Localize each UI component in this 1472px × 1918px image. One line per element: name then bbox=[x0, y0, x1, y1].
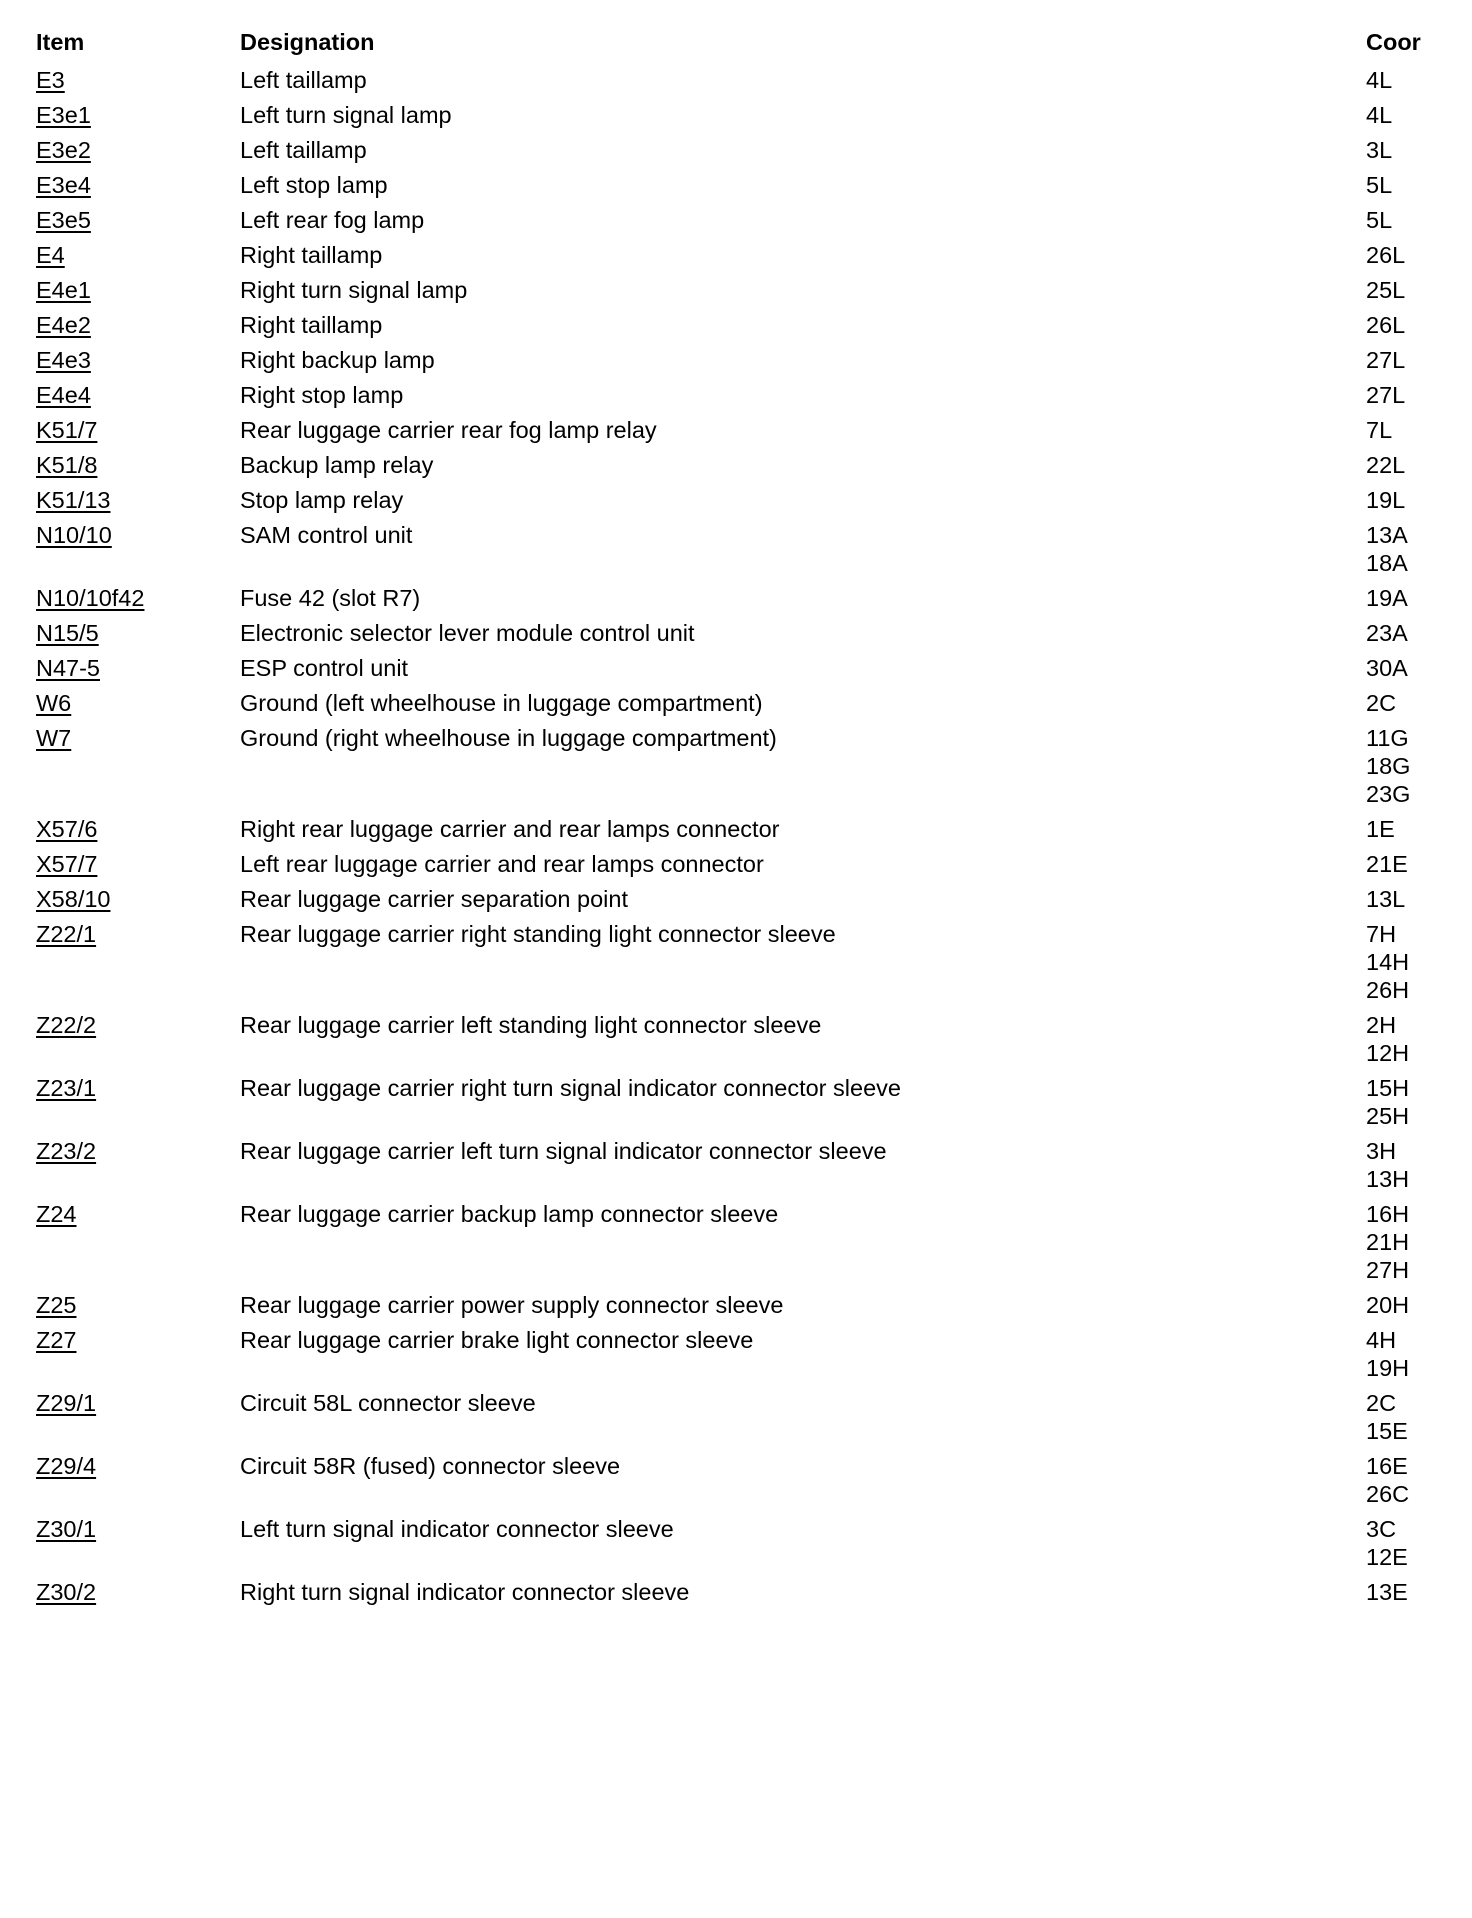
item-link[interactable]: Z29/1 bbox=[36, 1390, 97, 1416]
table-row bbox=[36, 846, 1472, 881]
item-link[interactable]: E4e2 bbox=[36, 312, 91, 338]
item-cell bbox=[36, 346, 240, 374]
item-cell bbox=[36, 416, 240, 444]
table-row bbox=[36, 412, 1472, 447]
coordinates-cell: 16E 26C bbox=[1366, 1453, 1410, 1507]
item-cell bbox=[36, 521, 240, 577]
item-link[interactable]: Z30/1 bbox=[36, 1516, 97, 1542]
item-link[interactable]: Z23/2 bbox=[36, 1138, 97, 1164]
coordinates-cell: 15H 25H bbox=[1366, 1075, 1410, 1129]
item-link[interactable]: E3 bbox=[36, 67, 65, 93]
item-link[interactable]: E3e5 bbox=[36, 207, 91, 233]
designation-cell: Rear luggage carrier right standing light connector sleeve bbox=[240, 921, 836, 947]
designation-cell: Right stop lamp bbox=[240, 382, 404, 408]
table-row bbox=[36, 482, 1472, 517]
item-cell bbox=[36, 381, 240, 409]
item-cell bbox=[36, 920, 240, 1004]
coordinates-cell: 1E bbox=[1366, 816, 1395, 842]
designation-cell: Rear luggage carrier separation point bbox=[240, 886, 628, 912]
item-cell bbox=[36, 101, 240, 129]
designation-cell: Right turn signal indicator connector sleeve bbox=[240, 1579, 690, 1605]
designation-cell: Right taillamp bbox=[240, 312, 383, 338]
table-row bbox=[36, 1448, 1472, 1511]
coordinates-cell: 3C 12E bbox=[1366, 1516, 1408, 1570]
item-cell bbox=[36, 850, 240, 878]
designation-cell: Rear luggage carrier brake light connector sleeve bbox=[240, 1327, 754, 1353]
item-cell bbox=[36, 206, 240, 234]
item-cell bbox=[36, 1515, 240, 1571]
table-row bbox=[36, 167, 1472, 202]
item-cell bbox=[36, 66, 240, 94]
coordinates-cell: 2H 12H bbox=[1366, 1012, 1410, 1066]
coordinates-cell: 23A bbox=[1366, 620, 1408, 646]
item-link[interactable]: Z24 bbox=[36, 1201, 77, 1227]
item-link[interactable]: E4e3 bbox=[36, 347, 91, 373]
coordinates-cell: 3L bbox=[1366, 137, 1393, 163]
table-row bbox=[36, 1070, 1472, 1133]
item-cell bbox=[36, 1137, 240, 1193]
table-row bbox=[36, 1287, 1472, 1322]
designation-cell: Circuit 58R (fused) connector sleeve bbox=[240, 1453, 621, 1479]
table-row bbox=[36, 202, 1472, 237]
coordinates-cell: 7H 14H 26H bbox=[1366, 921, 1410, 1003]
item-cell bbox=[36, 689, 240, 717]
coordinates-cell: 27L bbox=[1366, 382, 1406, 408]
table-row bbox=[36, 62, 1472, 97]
table-row bbox=[36, 342, 1472, 377]
table-row bbox=[36, 615, 1472, 650]
table-row bbox=[36, 1196, 1472, 1287]
item-cell bbox=[36, 1291, 240, 1319]
item-link[interactable]: E4e1 bbox=[36, 277, 91, 303]
designation-cell: Left turn signal indicator connector sleeve bbox=[240, 1516, 674, 1542]
table-row bbox=[36, 517, 1472, 580]
table-row bbox=[36, 447, 1472, 482]
table-row bbox=[36, 881, 1472, 916]
coordinates-cell: 30A bbox=[1366, 655, 1408, 681]
item-link[interactable]: E4 bbox=[36, 242, 65, 268]
table-row bbox=[36, 1511, 1472, 1574]
designation-cell: Rear luggage carrier right turn signal indicator connector sleeve bbox=[240, 1075, 901, 1101]
coordinates-cell: 3H 13H bbox=[1366, 1138, 1410, 1192]
item-cell bbox=[36, 1389, 240, 1445]
item-cell bbox=[36, 1326, 240, 1382]
table-row bbox=[36, 580, 1472, 615]
coordinates-cell: 4L bbox=[1366, 67, 1393, 93]
item-cell bbox=[36, 1200, 240, 1284]
item-link[interactable]: Z30/2 bbox=[36, 1579, 97, 1605]
designation-cell: Ground (left wheelhouse in luggage compartment) bbox=[240, 690, 763, 716]
item-link[interactable]: X57/7 bbox=[36, 851, 98, 877]
item-cell bbox=[36, 654, 240, 682]
item-link[interactable]: E3e2 bbox=[36, 137, 91, 163]
item-link[interactable]: Z22/1 bbox=[36, 921, 97, 947]
component-table bbox=[36, 28, 1472, 1609]
designation-cell: Left stop lamp bbox=[240, 172, 388, 198]
item-cell bbox=[36, 276, 240, 304]
item-link[interactable]: K51/7 bbox=[36, 417, 98, 443]
item-cell bbox=[36, 619, 240, 647]
designation-cell: Circuit 58L connector sleeve bbox=[240, 1390, 536, 1416]
table-row bbox=[36, 650, 1472, 685]
designation-cell: SAM control unit bbox=[240, 522, 413, 548]
coordinates-cell: 22L bbox=[1366, 452, 1406, 478]
item-cell bbox=[36, 724, 240, 808]
item-cell bbox=[36, 1578, 240, 1606]
table-row bbox=[36, 307, 1472, 342]
table-row bbox=[36, 1385, 1472, 1448]
coordinates-cell: 11G 18G 23G bbox=[1366, 725, 1411, 807]
item-cell bbox=[36, 885, 240, 913]
item-link[interactable]: Z25 bbox=[36, 1292, 77, 1318]
coordinates-cell: 26L bbox=[1366, 312, 1406, 338]
table-row bbox=[36, 1007, 1472, 1070]
designation-cell: Rear luggage carrier power supply connector sleeve bbox=[240, 1292, 784, 1318]
item-cell bbox=[36, 311, 240, 339]
coordinates-cell: 2C 15E bbox=[1366, 1390, 1408, 1444]
coordinates-cell: 19L bbox=[1366, 487, 1406, 513]
column-header-coordinates: Coor bbox=[1366, 29, 1421, 55]
item-link[interactable]: N10/10f42 bbox=[36, 585, 145, 611]
table-row bbox=[36, 237, 1472, 272]
item-cell bbox=[36, 451, 240, 479]
designation-cell: Right rear luggage carrier and rear lamps connector bbox=[240, 816, 780, 842]
item-link[interactable]: N10/10 bbox=[36, 522, 112, 548]
coordinates-cell: 7L bbox=[1366, 417, 1393, 443]
table-row bbox=[36, 1574, 1472, 1609]
table-row bbox=[36, 1133, 1472, 1196]
column-header-item: Item bbox=[36, 29, 85, 55]
designation-cell: Rear luggage carrier backup lamp connector sleeve bbox=[240, 1201, 779, 1227]
designation-cell: Left taillamp bbox=[240, 137, 367, 163]
designation-cell: Electronic selector lever module control unit bbox=[240, 620, 695, 646]
item-link[interactable]: Z22/2 bbox=[36, 1012, 97, 1038]
coordinates-cell: 2C bbox=[1366, 690, 1397, 716]
item-link[interactable]: X58/10 bbox=[36, 886, 111, 912]
item-link[interactable]: Z27 bbox=[36, 1327, 77, 1353]
designation-cell: Rear luggage carrier left standing light connector sleeve bbox=[240, 1012, 822, 1038]
item-cell bbox=[36, 486, 240, 514]
item-link[interactable]: Z29/4 bbox=[36, 1453, 97, 1479]
table-row bbox=[36, 1322, 1472, 1385]
column-header-designation: Designation bbox=[240, 29, 375, 55]
table-row bbox=[36, 132, 1472, 167]
coordinates-cell: 4H 19H bbox=[1366, 1327, 1410, 1381]
designation-cell: ESP control unit bbox=[240, 655, 409, 681]
designation-cell: Left rear fog lamp bbox=[240, 207, 425, 233]
designation-cell: Ground (right wheelhouse in luggage compartment) bbox=[240, 725, 777, 751]
item-link[interactable]: E3e1 bbox=[36, 102, 91, 128]
table-row bbox=[36, 272, 1472, 307]
item-cell bbox=[36, 1011, 240, 1067]
item-link[interactable]: E4e4 bbox=[36, 382, 91, 408]
designation-cell: Left turn signal lamp bbox=[240, 102, 452, 128]
coordinates-cell: 26L bbox=[1366, 242, 1406, 268]
item-cell bbox=[36, 1452, 240, 1508]
designation-cell: Fuse 42 (slot R7) bbox=[240, 585, 421, 611]
item-cell bbox=[36, 171, 240, 199]
designation-cell: Rear luggage carrier left turn signal indicator connector sleeve bbox=[240, 1138, 887, 1164]
designation-cell: Left taillamp bbox=[240, 67, 367, 93]
coordinates-cell: 20H bbox=[1366, 1292, 1410, 1318]
designation-cell: Rear luggage carrier rear fog lamp relay bbox=[240, 417, 657, 443]
table-row bbox=[36, 685, 1472, 720]
item-link[interactable]: K51/8 bbox=[36, 452, 98, 478]
coordinates-cell: 16H 21H 27H bbox=[1366, 1201, 1410, 1283]
table-row bbox=[36, 720, 1472, 811]
table-row bbox=[36, 97, 1472, 132]
designation-cell: Right backup lamp bbox=[240, 347, 435, 373]
item-link[interactable]: N15/5 bbox=[36, 620, 99, 646]
coordinates-cell: 13A 18A bbox=[1366, 522, 1408, 576]
item-cell bbox=[36, 136, 240, 164]
item-cell bbox=[36, 815, 240, 843]
table-header bbox=[36, 28, 1472, 62]
item-link[interactable]: Z23/1 bbox=[36, 1075, 97, 1101]
table-row bbox=[36, 811, 1472, 846]
item-link[interactable]: K51/13 bbox=[36, 487, 111, 513]
table-row bbox=[36, 916, 1472, 1007]
coordinates-cell: 21E bbox=[1366, 851, 1408, 877]
coordinates-cell: 4L bbox=[1366, 102, 1393, 128]
designation-cell: Right taillamp bbox=[240, 242, 383, 268]
coordinates-cell: 13L bbox=[1366, 886, 1406, 912]
coordinates-cell: 5L bbox=[1366, 172, 1393, 198]
item-link[interactable]: N47-5 bbox=[36, 655, 101, 681]
item-link[interactable]: W6 bbox=[36, 690, 72, 716]
coordinates-cell: 5L bbox=[1366, 207, 1393, 233]
designation-cell: Right turn signal lamp bbox=[240, 277, 468, 303]
item-cell bbox=[36, 241, 240, 269]
item-cell bbox=[36, 1074, 240, 1130]
table-row bbox=[36, 377, 1472, 412]
coordinates-cell: 25L bbox=[1366, 277, 1406, 303]
item-cell bbox=[36, 584, 240, 612]
item-link[interactable]: X57/6 bbox=[36, 816, 98, 842]
item-link[interactable]: E3e4 bbox=[36, 172, 91, 198]
table-body bbox=[36, 62, 1472, 1609]
designation-cell: Backup lamp relay bbox=[240, 452, 434, 478]
coordinates-cell: 27L bbox=[1366, 347, 1406, 373]
coordinates-cell: 19A bbox=[1366, 585, 1408, 611]
designation-cell: Stop lamp relay bbox=[240, 487, 404, 513]
coordinates-cell: 13E bbox=[1366, 1579, 1408, 1605]
designation-cell: Left rear luggage carrier and rear lamps connector bbox=[240, 851, 764, 877]
item-link[interactable]: W7 bbox=[36, 725, 72, 751]
